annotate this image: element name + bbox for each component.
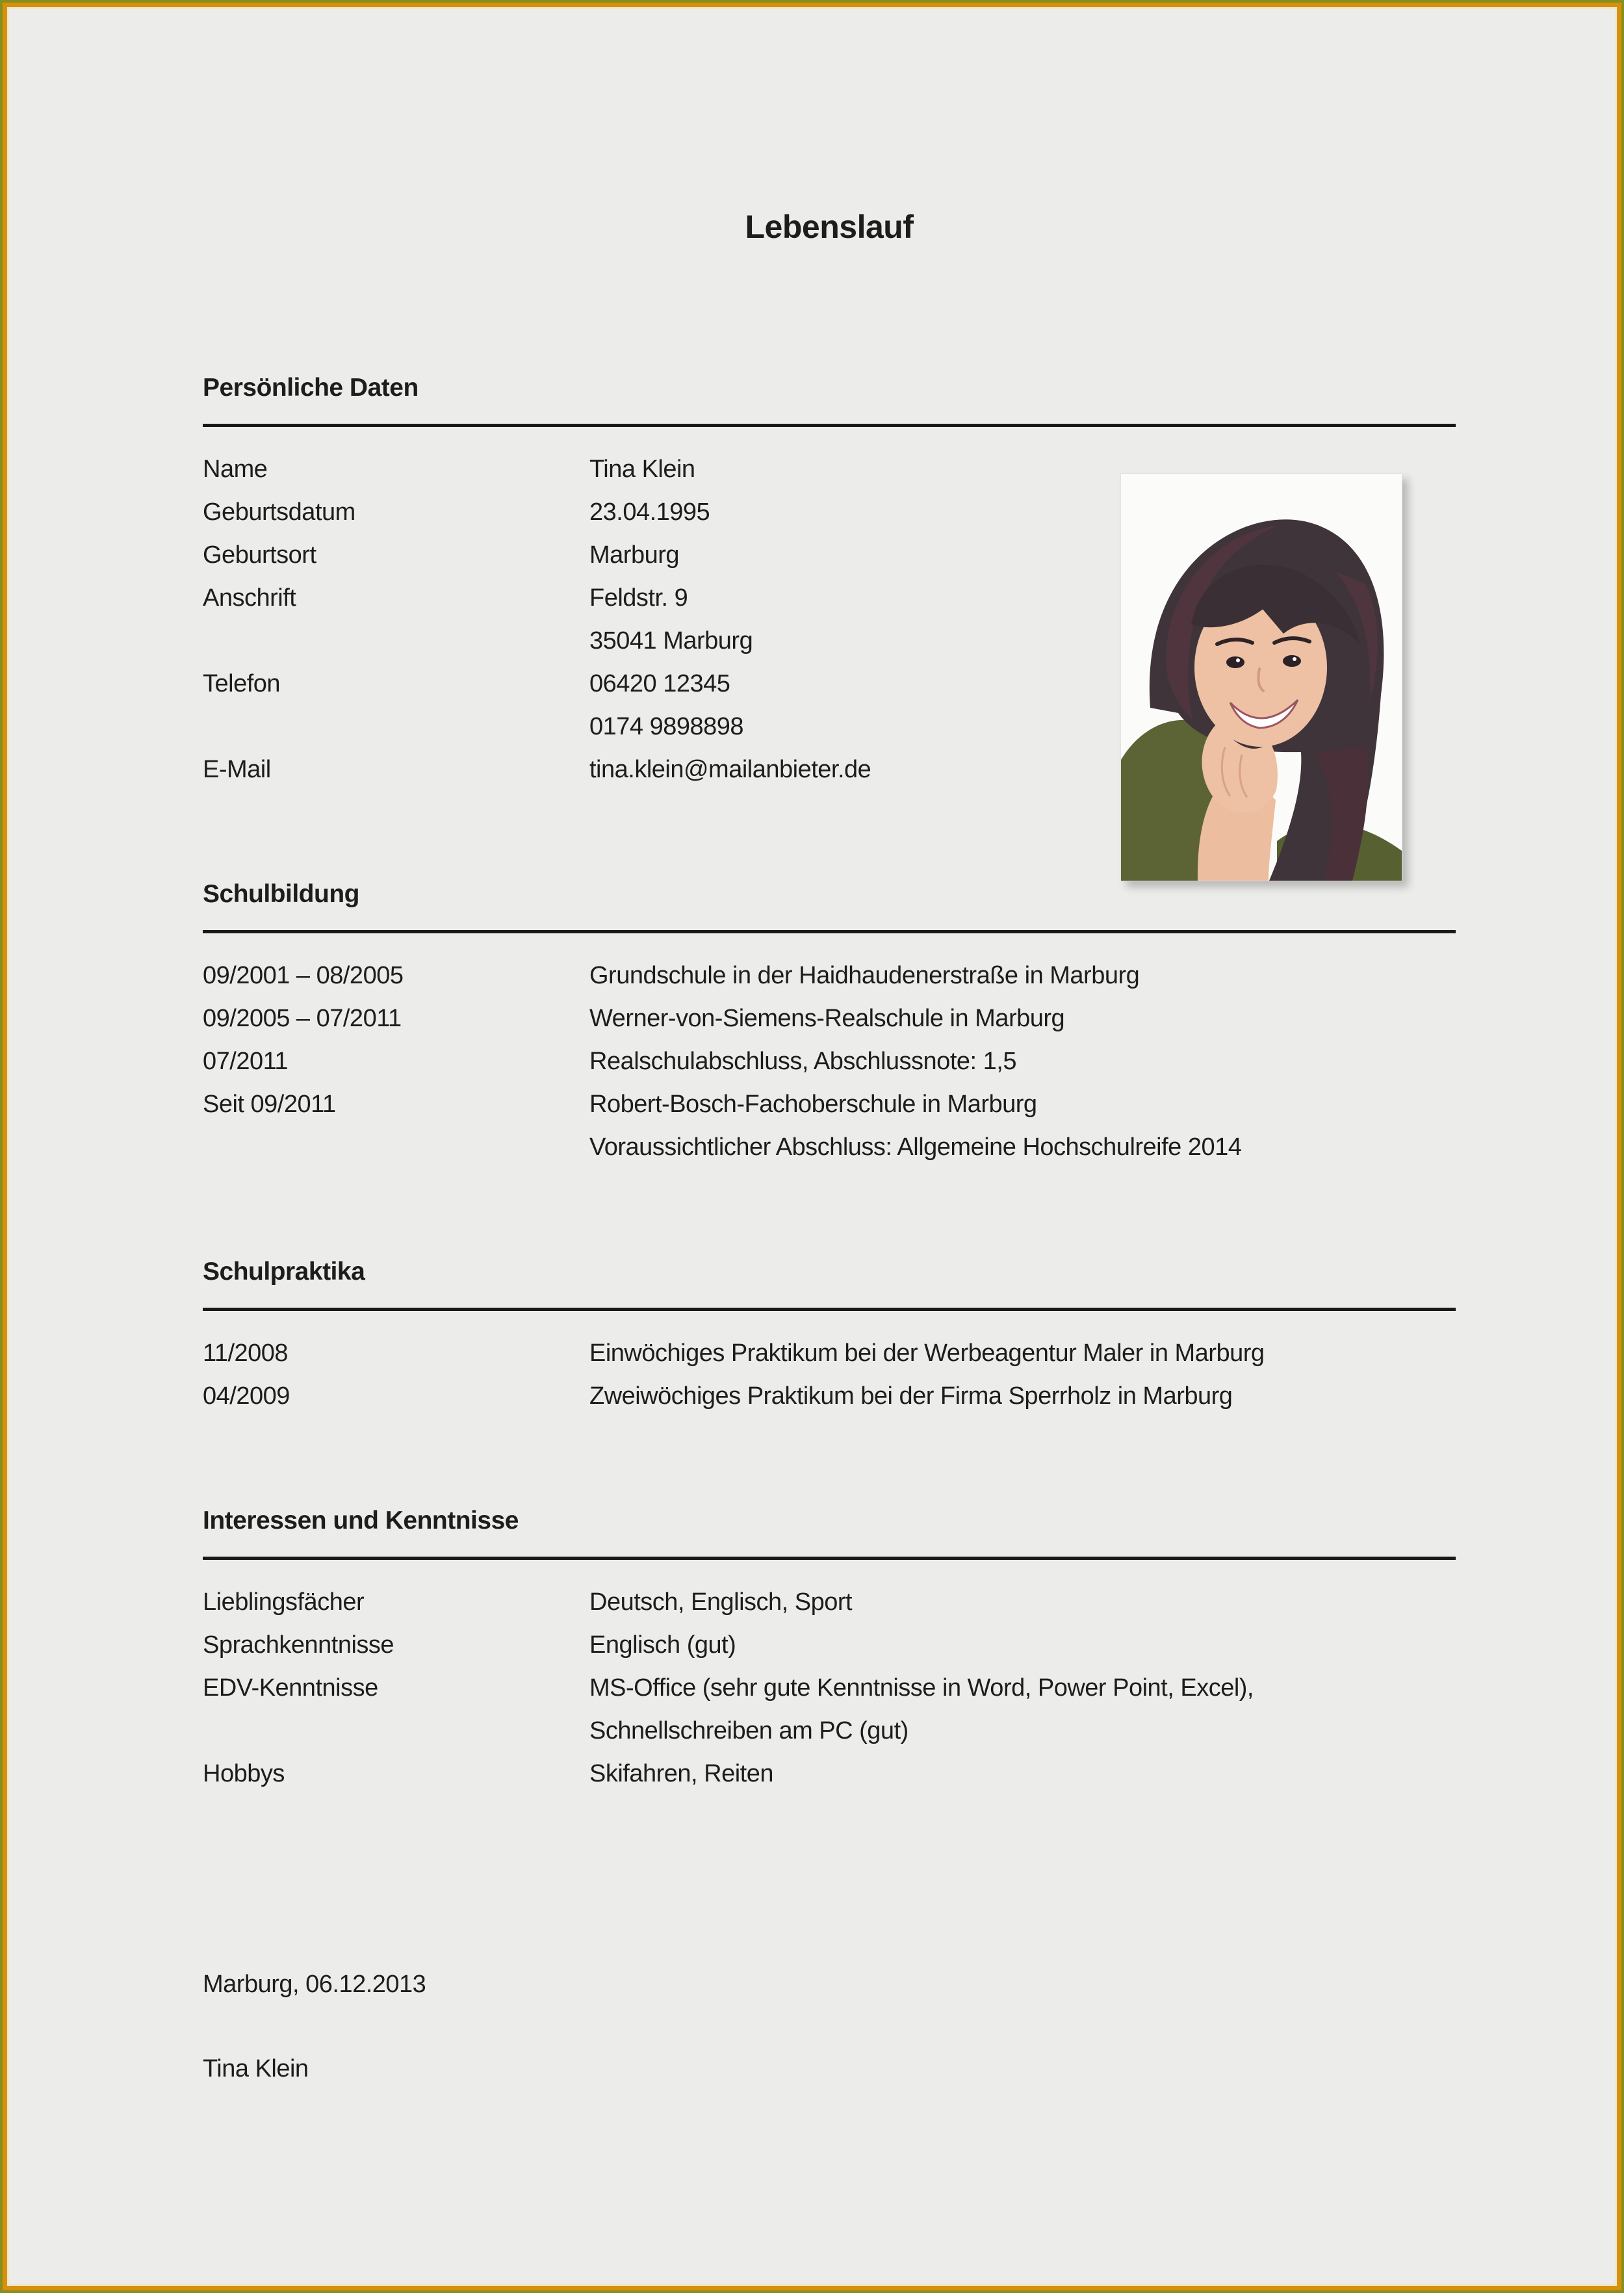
row-label: Geburtsdatum — [203, 499, 355, 526]
page-title: Lebenslauf — [745, 209, 914, 245]
value-line: Feldstr. 9 — [589, 584, 688, 612]
row-label: Anschrift — [203, 584, 296, 612]
row-value — [589, 1666, 1456, 1752]
cv-content — [203, 0, 1456, 2090]
portrait-photo — [1120, 473, 1402, 881]
section-heading: Persönliche Daten — [203, 374, 419, 402]
value-line: Realschulabschluss, Abschlussnote: 1,5 — [589, 1048, 1016, 1075]
row-label: Telefon — [203, 670, 281, 697]
value-line: Voraussichtlicher Abschluss: Allgemeine Hochschulreife 2014 — [589, 1134, 1242, 1161]
data-row — [203, 1624, 1456, 1666]
value-line: Englisch (gut) — [589, 1631, 736, 1659]
section-interessen-kenntnisse — [203, 1499, 1456, 1795]
section-heading: Schulbildung — [203, 880, 359, 908]
section-rows — [203, 1581, 1456, 1795]
section-heading: Schulpraktika — [203, 1258, 365, 1286]
value-line: 23.04.1995 — [589, 499, 710, 526]
value-line: Grundschule in der Haidhaudenerstraße in Marburg — [589, 962, 1140, 989]
section-heading: Interessen und Kenntnisse — [203, 1507, 519, 1535]
row-value — [589, 997, 1456, 1040]
row-value — [589, 1040, 1456, 1083]
value-line: Schnellschreiben am PC (gut) — [589, 1717, 909, 1744]
value-line: Robert-Bosch-Fachoberschule in Marburg — [589, 1091, 1037, 1118]
data-row — [203, 1040, 1456, 1083]
section-divider — [203, 930, 1456, 933]
row-label: 04/2009 — [203, 1382, 290, 1410]
row-value — [589, 1375, 1456, 1418]
value-line: 06420 12345 — [589, 670, 730, 697]
footer-signature: Tina Klein — [203, 2055, 309, 2082]
section-divider — [203, 1308, 1456, 1311]
footer-place-date: Marburg, 06.12.2013 — [203, 1971, 426, 1998]
section-divider — [203, 424, 1456, 427]
value-line: 35041 Marburg — [589, 627, 753, 654]
row-label: Seit 09/2011 — [203, 1091, 336, 1118]
value-line: Einwöchiges Praktikum bei der Werbeagentur Maler in Marburg — [589, 1340, 1265, 1367]
row-label: Lieblingsfächer — [203, 1588, 365, 1616]
value-line: Tina Klein — [589, 456, 695, 483]
data-row — [203, 1083, 1456, 1169]
row-value — [589, 1581, 1456, 1624]
value-line: Werner-von-Siemens-Realschule in Marburg — [589, 1005, 1065, 1032]
data-row — [203, 1581, 1456, 1624]
value-line: tina.klein@mailanbieter.de — [589, 756, 871, 783]
value-line: MS-Office (sehr gute Kenntnisse in Word, Power Point, Excel), — [589, 1674, 1254, 1702]
row-label: 07/2011 — [203, 1048, 289, 1075]
section-rows — [203, 1332, 1456, 1418]
section-schulbildung — [203, 873, 1456, 1169]
row-label: Hobbys — [203, 1760, 285, 1787]
row-value — [589, 1332, 1456, 1375]
data-row — [203, 1375, 1456, 1418]
row-label: Sprachkenntnisse — [203, 1631, 394, 1659]
section-divider — [203, 1557, 1456, 1560]
value-line: Skifahren, Reiten — [589, 1760, 773, 1787]
row-label: 11/2008 — [203, 1340, 289, 1367]
row-value — [589, 1624, 1456, 1666]
section-rows — [203, 954, 1456, 1169]
section-schulpraktika — [203, 1250, 1456, 1418]
data-row — [203, 1666, 1456, 1752]
data-row — [203, 1332, 1456, 1375]
data-row — [203, 997, 1456, 1040]
row-label: Geburtsort — [203, 541, 316, 569]
data-row — [203, 954, 1456, 997]
value-line: Zweiwöchiges Praktikum bei der Firma Sperrholz in Marburg — [589, 1382, 1233, 1410]
row-label: 09/2005 – 07/2011 — [203, 1005, 402, 1032]
data-row — [203, 1752, 1456, 1795]
row-label: 09/2001 – 08/2005 — [203, 962, 404, 989]
value-line: 0174 9898898 — [589, 713, 744, 740]
value-line: Deutsch, Englisch, Sport — [589, 1588, 853, 1616]
row-value — [589, 1752, 1456, 1795]
row-value — [589, 954, 1456, 997]
portrait-illustration — [1121, 474, 1402, 881]
row-label: EDV-Kenntnisse — [203, 1674, 378, 1702]
row-label: Name — [203, 456, 268, 483]
row-value — [589, 1083, 1456, 1169]
value-line: Marburg — [589, 541, 679, 569]
row-label: E-Mail — [203, 756, 271, 783]
